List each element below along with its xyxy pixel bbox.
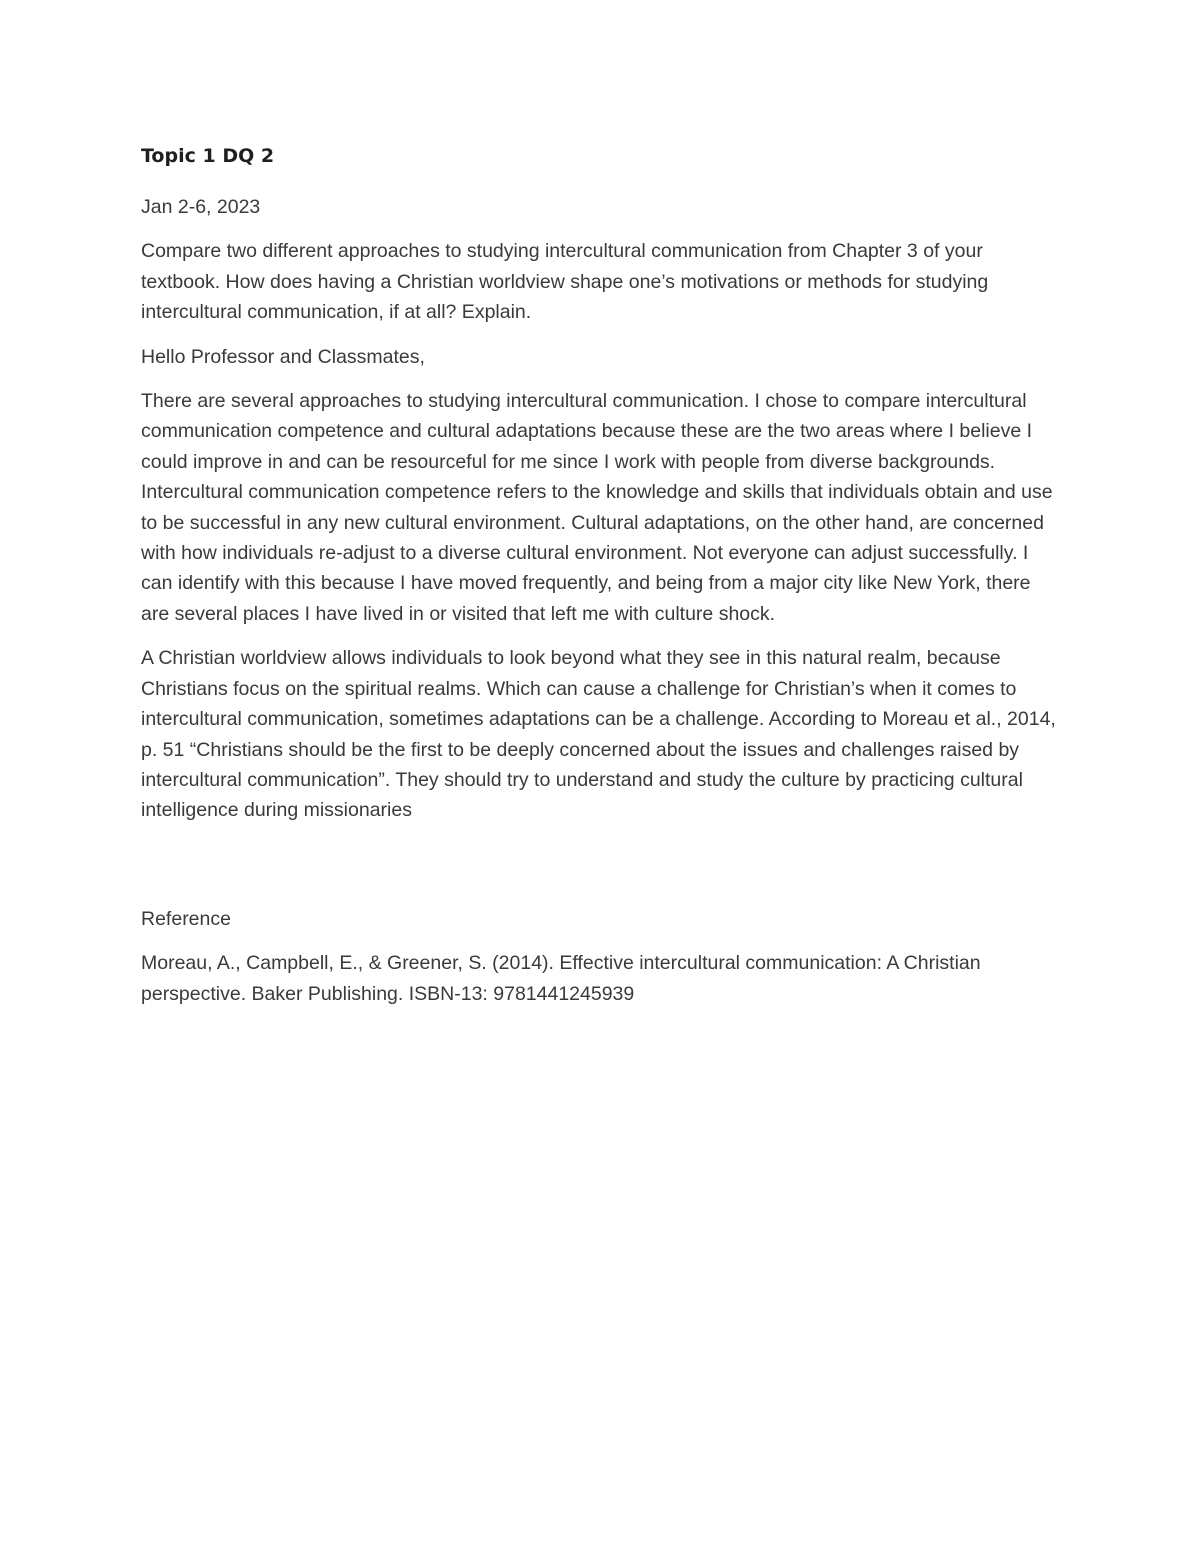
document-title: Topic 1 DQ 2 bbox=[141, 145, 275, 167]
document-date: Jan 2-6, 2023 bbox=[141, 196, 261, 218]
reference-entry: Moreau, A., Campbell, E., & Greener, S. (2014). Effective intercultural communication: A Christian perspective. Baker Publishing. ISBN-13: 9781441245939 bbox=[141, 952, 981, 1005]
document-page bbox=[141, 138, 1061, 1023]
greeting: Hello Professor and Classmates, bbox=[141, 345, 425, 368]
discussion-prompt: Compare two different approaches to studying intercultural communication from Chapter 3 of your textbook. How does having a Christian worldview shape one’s motivations or methods for studying intercultural communication, if at all? Explain. bbox=[141, 240, 989, 324]
spacer bbox=[141, 840, 1061, 904]
body-paragraph-2: A Christian worldview allows individuals to look beyond what they see in this natural realm, because Christians focus on the spiritual realms. Which can cause a challenge for Christian’s when it comes to intercultural communication, sometimes adaptations can be a challenge. According to Moreau et al., 2014, p. 51 “Christians should be the first to be deeply concerned about the issues and challenges raised by intercultural communication”. They should try to understand and study the culture by practicing cultural intelligence during missionaries bbox=[141, 647, 1056, 822]
body-paragraph-1: There are several approaches to studying intercultural communication. I chose to compare intercultural communication competence and cultural adaptations because these are the two areas where I believe I could improve in and can be resourceful for me since I work with people from diverse backgrounds. Intercultural communication competence refers to the knowledge and skills that individuals obtain and use to be successful in any new cultural environment. Cultural adaptations, on the other hand, are concerned with how individuals re-adjust to a diverse cultural environment. Not everyone can adjust successfully. I can identify with this because I have moved frequently, and being from a major city like New York, there are several places I have lived in or visited that left me with culture shock. bbox=[141, 390, 1053, 625]
reference-heading: Reference bbox=[141, 907, 231, 930]
